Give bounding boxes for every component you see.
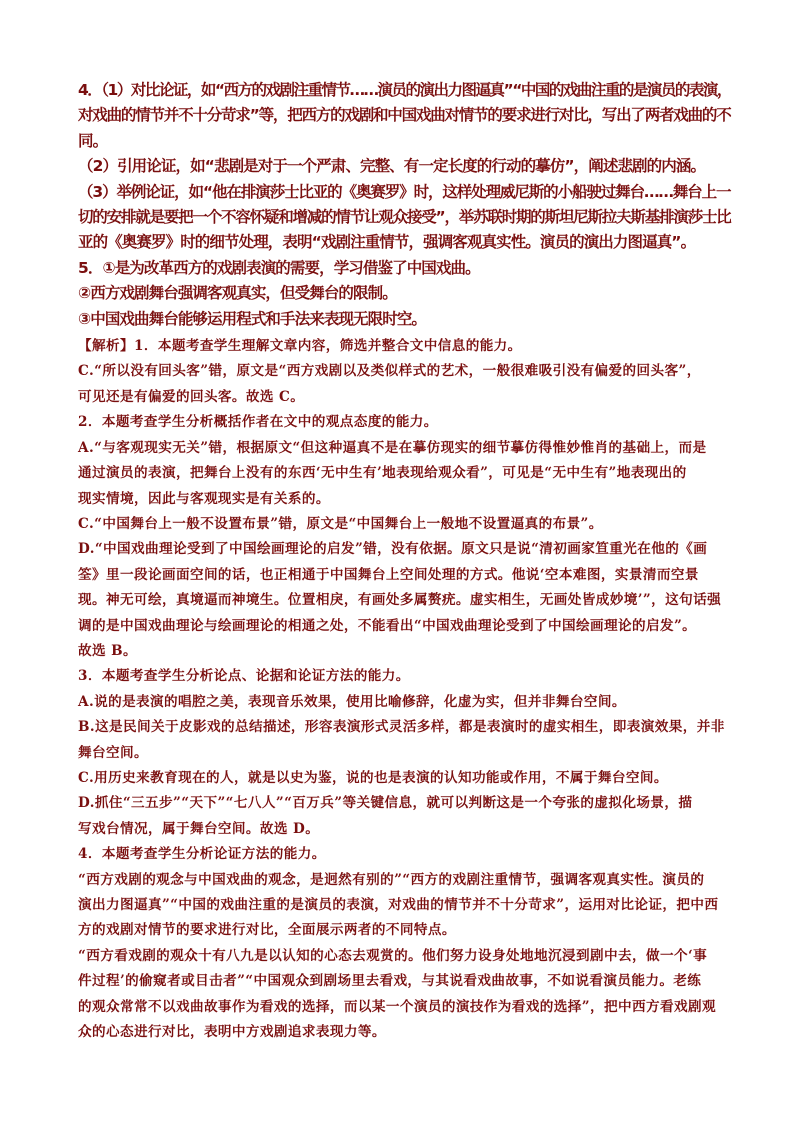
analysis-line: 现。神无可绘，真境逼而神境生。位置相戾，有画处多属赘疣。虚实相生，无画处皆成妙境’”，这句话强 [78, 592, 722, 609]
analysis-line: B.这是民间关于皮影戏的总结描述，形容表演形式灵活多样，都是表演时的虚实相生，即表演效果，并非 [78, 719, 725, 736]
analysis-line: 件过程’的偷窥者或目击者”“中国观众到剧场里去看戏，与其说看戏曲故事，不如说看演员能力。老练 [78, 973, 702, 990]
analysis-line: A.说的是表演的唱腔之美，表现音乐效果，使用比喻修辞，化虚为实，但并非舞台空间。 [78, 693, 626, 710]
answer-line: 同。 [78, 131, 108, 150]
analysis-line: 方的戏剧对情节的要求进行对比，全面展示两者的不同特点。 [78, 922, 456, 939]
analysis-line: 筌》里一段论画面空间的话，也正相通于中国舞台上空间处理的方式。他说‘空本难图，实景清而空景 [78, 566, 699, 583]
analysis-line: 的观众常常不以戏曲故事作为看戏的选择，而以某一个演员的演技作为看戏的选择”，把中西方看戏剧观 [78, 998, 716, 1015]
analysis-line: 众的心态进行对比，表明中方戏剧追求表现力等。 [78, 1024, 386, 1041]
analysis-line [78, 334, 732, 359]
analysis-line: 写戏台情况，属于舞台空间。故选 D。 [78, 820, 320, 837]
analysis-line: A.“与客观现实无关”错，根据原文“但这种逼真不是在摹仿现实的细节摹仿得惟妙惟肖的基础上，而是 [78, 439, 707, 456]
analysis-line: 3．本题考查学生分析论点、论据和论证方法的能力。 [78, 668, 410, 685]
analysis-line: 现实情境，因此与客观现实是有关系的。 [78, 490, 330, 507]
analysis-line: 舞台空间。 [78, 744, 148, 761]
analysis-line: D.“中国戏曲理论受到了中国绘画理论的启发”错，没有依据。原文只是说“清初画家笪重光在他的《画 [78, 541, 708, 558]
answer-line: （3）举例论证，如“他在排演莎士比亚的《奥赛罗》时，这样处理威尼斯的小船驶过舞台……舞台上一 [78, 182, 731, 201]
answer-line: 切的安排就是要把一个不容怀疑和增减的情节让观众接受”，举苏联时期的斯坦尼斯拉夫斯基排演莎士比 [78, 208, 731, 227]
analysis-line: 通过演员的表演，把舞台上没有的东西‘无中生有’地表现给观众看”，可见是“无中生有”地表现出的 [78, 465, 687, 482]
analysis-tag: 【解析】 [78, 338, 134, 355]
analysis-line: C.用历史来教育现在的人，就是以史为鉴，说的也是表演的认知功能或作用，不属于舞台空间。 [78, 769, 668, 786]
analysis-line: C.“中国舞台上一般不设置布景”错，原文是“中国舞台上一般地不设置逼真的布景”。 [78, 515, 603, 532]
answer-line: 亚的《奥赛罗》时的细节处理，表明“戏剧注重情节，强调客观真实性。演员的演出力图逼真”。 [78, 233, 696, 252]
analysis-line: C.“所以没有回头客”错，原文是“西方戏剧以及类似样式的艺术，一般很难吸引没有偏爱的回头客”， [78, 363, 701, 380]
analysis-line: 可见还是有偏爱的回头客。故选 C。 [78, 388, 305, 405]
analysis-line: 演出力图逼真”“中国的戏曲注重的是演员的表演，对戏曲的情节并不十分苛求”，运用对比论证，把中西 [78, 897, 719, 913]
answer-line: 5．①是为改革西方的戏剧表演的需要，学习借鉴了中国戏曲。 [78, 258, 480, 277]
analysis-line: 调的是中国戏曲理论与绘画理论的相通之处，不能看出“中国戏曲理论受到了中国绘画理论的启发”。 [78, 617, 697, 634]
answer-section [78, 78, 732, 332]
analysis-line: “西方戏剧的观念与中国戏曲的观念，是迥然有别的”“西方的戏剧注重情节，强调客观真实性。演员的 [78, 871, 705, 888]
answer-line: ②西方戏剧舞台强调客观真实，但受舞台的限制。 [78, 284, 397, 303]
answer-line: （2）引用论证，如“悲剧是对于一个严肃、完整、有一定长度的行动的摹仿”，阐述悲剧的内涵。 [78, 157, 706, 176]
analysis-section [78, 334, 732, 1045]
analysis-line: 4．本题考查学生分析论证方法的能力。 [78, 846, 326, 863]
answer-line: 对戏曲的情节并不十分苛求”等，把西方的戏剧和中国戏曲对情节的要求进行对比，写出了两者戏曲的不 [78, 106, 731, 125]
analysis-line: 2．本题考查学生分析概括作者在文中的观点态度的能力。 [78, 414, 438, 431]
analysis-line: D.抓住“三五步”“天下”“七八人”“百万兵”等关键信息，就可以判断这是一个夸张的虚拟化场景，描 [78, 795, 693, 812]
analysis-line: “西方看戏剧的观众十有八九是以认知的心态去观赏的。他们努力设身处地地沉浸到剧中去，做一个‘事 [78, 947, 708, 964]
analysis-text: 1．本题考查学生理解文章内容，筛选并整合文中信息的能力。 [133, 338, 522, 355]
answer-line: ③中国戏曲舞台能够运用程式和手法来表现无限时空。 [78, 309, 427, 328]
answer-line: 4．（1）对比论证，如“西方的戏剧注重情节……演员的演出力图逼真”“中国的戏曲注重的是演员的表演， [78, 81, 731, 99]
analysis-line: 故选 B。 [78, 642, 138, 659]
